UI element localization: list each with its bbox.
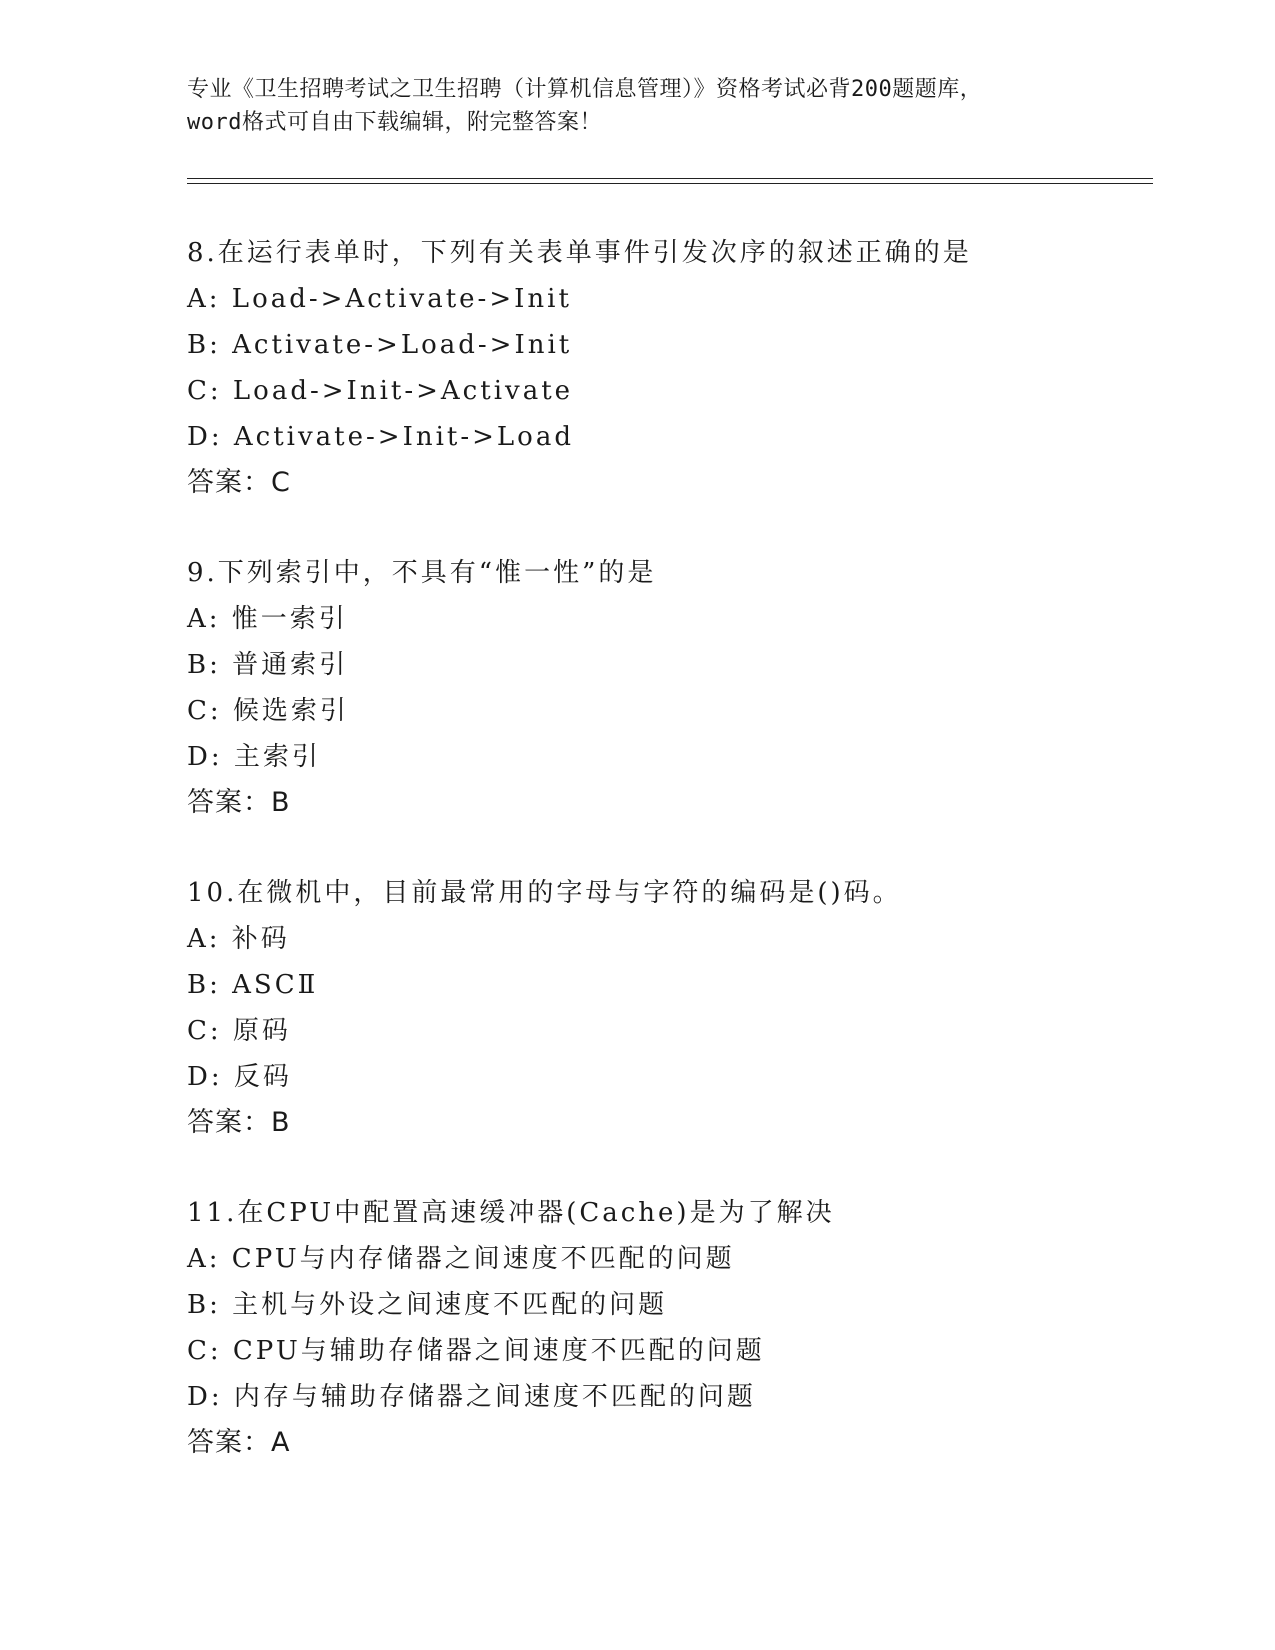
answer-line: 答案：A — [187, 1427, 291, 1458]
answer-line: 答案：B — [187, 787, 291, 818]
header-divider-bottom — [187, 183, 1153, 184]
option-d: D: 主索引 — [187, 742, 321, 772]
option-a: A: Load->Activate->Init — [187, 284, 572, 314]
question-stem: 10.在微机中，目前最常用的字母与字符的编码是()码。 — [187, 878, 902, 908]
option-c: C: 候选索引 — [187, 696, 349, 726]
option-a: A: CPU与内存储器之间速度不匹配的问题 — [187, 1244, 735, 1274]
question-8 — [187, 230, 1127, 506]
question-11 — [187, 1190, 1127, 1466]
option-d: D: Activate->Init->Load — [187, 422, 574, 452]
option-c: C: CPU与辅助存储器之间速度不匹配的问题 — [187, 1336, 765, 1366]
option-b: B: ASCⅡ — [187, 970, 319, 1000]
header-divider-top — [187, 178, 1153, 179]
option-c: C: 原码 — [187, 1016, 291, 1046]
option-b: B: 普通索引 — [187, 650, 349, 680]
option-c: C: Load->Init->Activate — [187, 376, 574, 406]
document-header — [187, 73, 1087, 139]
question-stem: 9.下列索引中，不具有“惟一性”的是 — [187, 558, 657, 588]
question-10 — [187, 870, 1127, 1146]
option-b: B: 主机与外设之间速度不匹配的问题 — [187, 1290, 668, 1320]
question-stem: 11.在CPU中配置高速缓冲器(Cache)是为了解决 — [187, 1198, 835, 1228]
answer-line: 答案：C — [187, 467, 291, 498]
option-b: B: Activate->Load->Init — [187, 330, 573, 360]
option-d: D: 反码 — [187, 1062, 292, 1092]
answer-line: 答案：B — [187, 1107, 291, 1138]
question-stem: 8.在运行表单时，下列有关表单事件引发次序的叙述正确的是 — [187, 238, 972, 268]
question-9 — [187, 550, 1127, 826]
header-title-line-2: word格式可自由下载编辑，附完整答案！ — [187, 110, 602, 135]
option-d: D: 内存与辅助存储器之间速度不匹配的问题 — [187, 1382, 756, 1412]
option-a: A: 补码 — [187, 924, 290, 954]
option-a: A: 惟一索引 — [187, 604, 348, 634]
header-title-line-1: 专业《卫生招聘考试之卫生招聘（计算机信息管理）》资格考试必背200题题库， — [187, 77, 983, 102]
